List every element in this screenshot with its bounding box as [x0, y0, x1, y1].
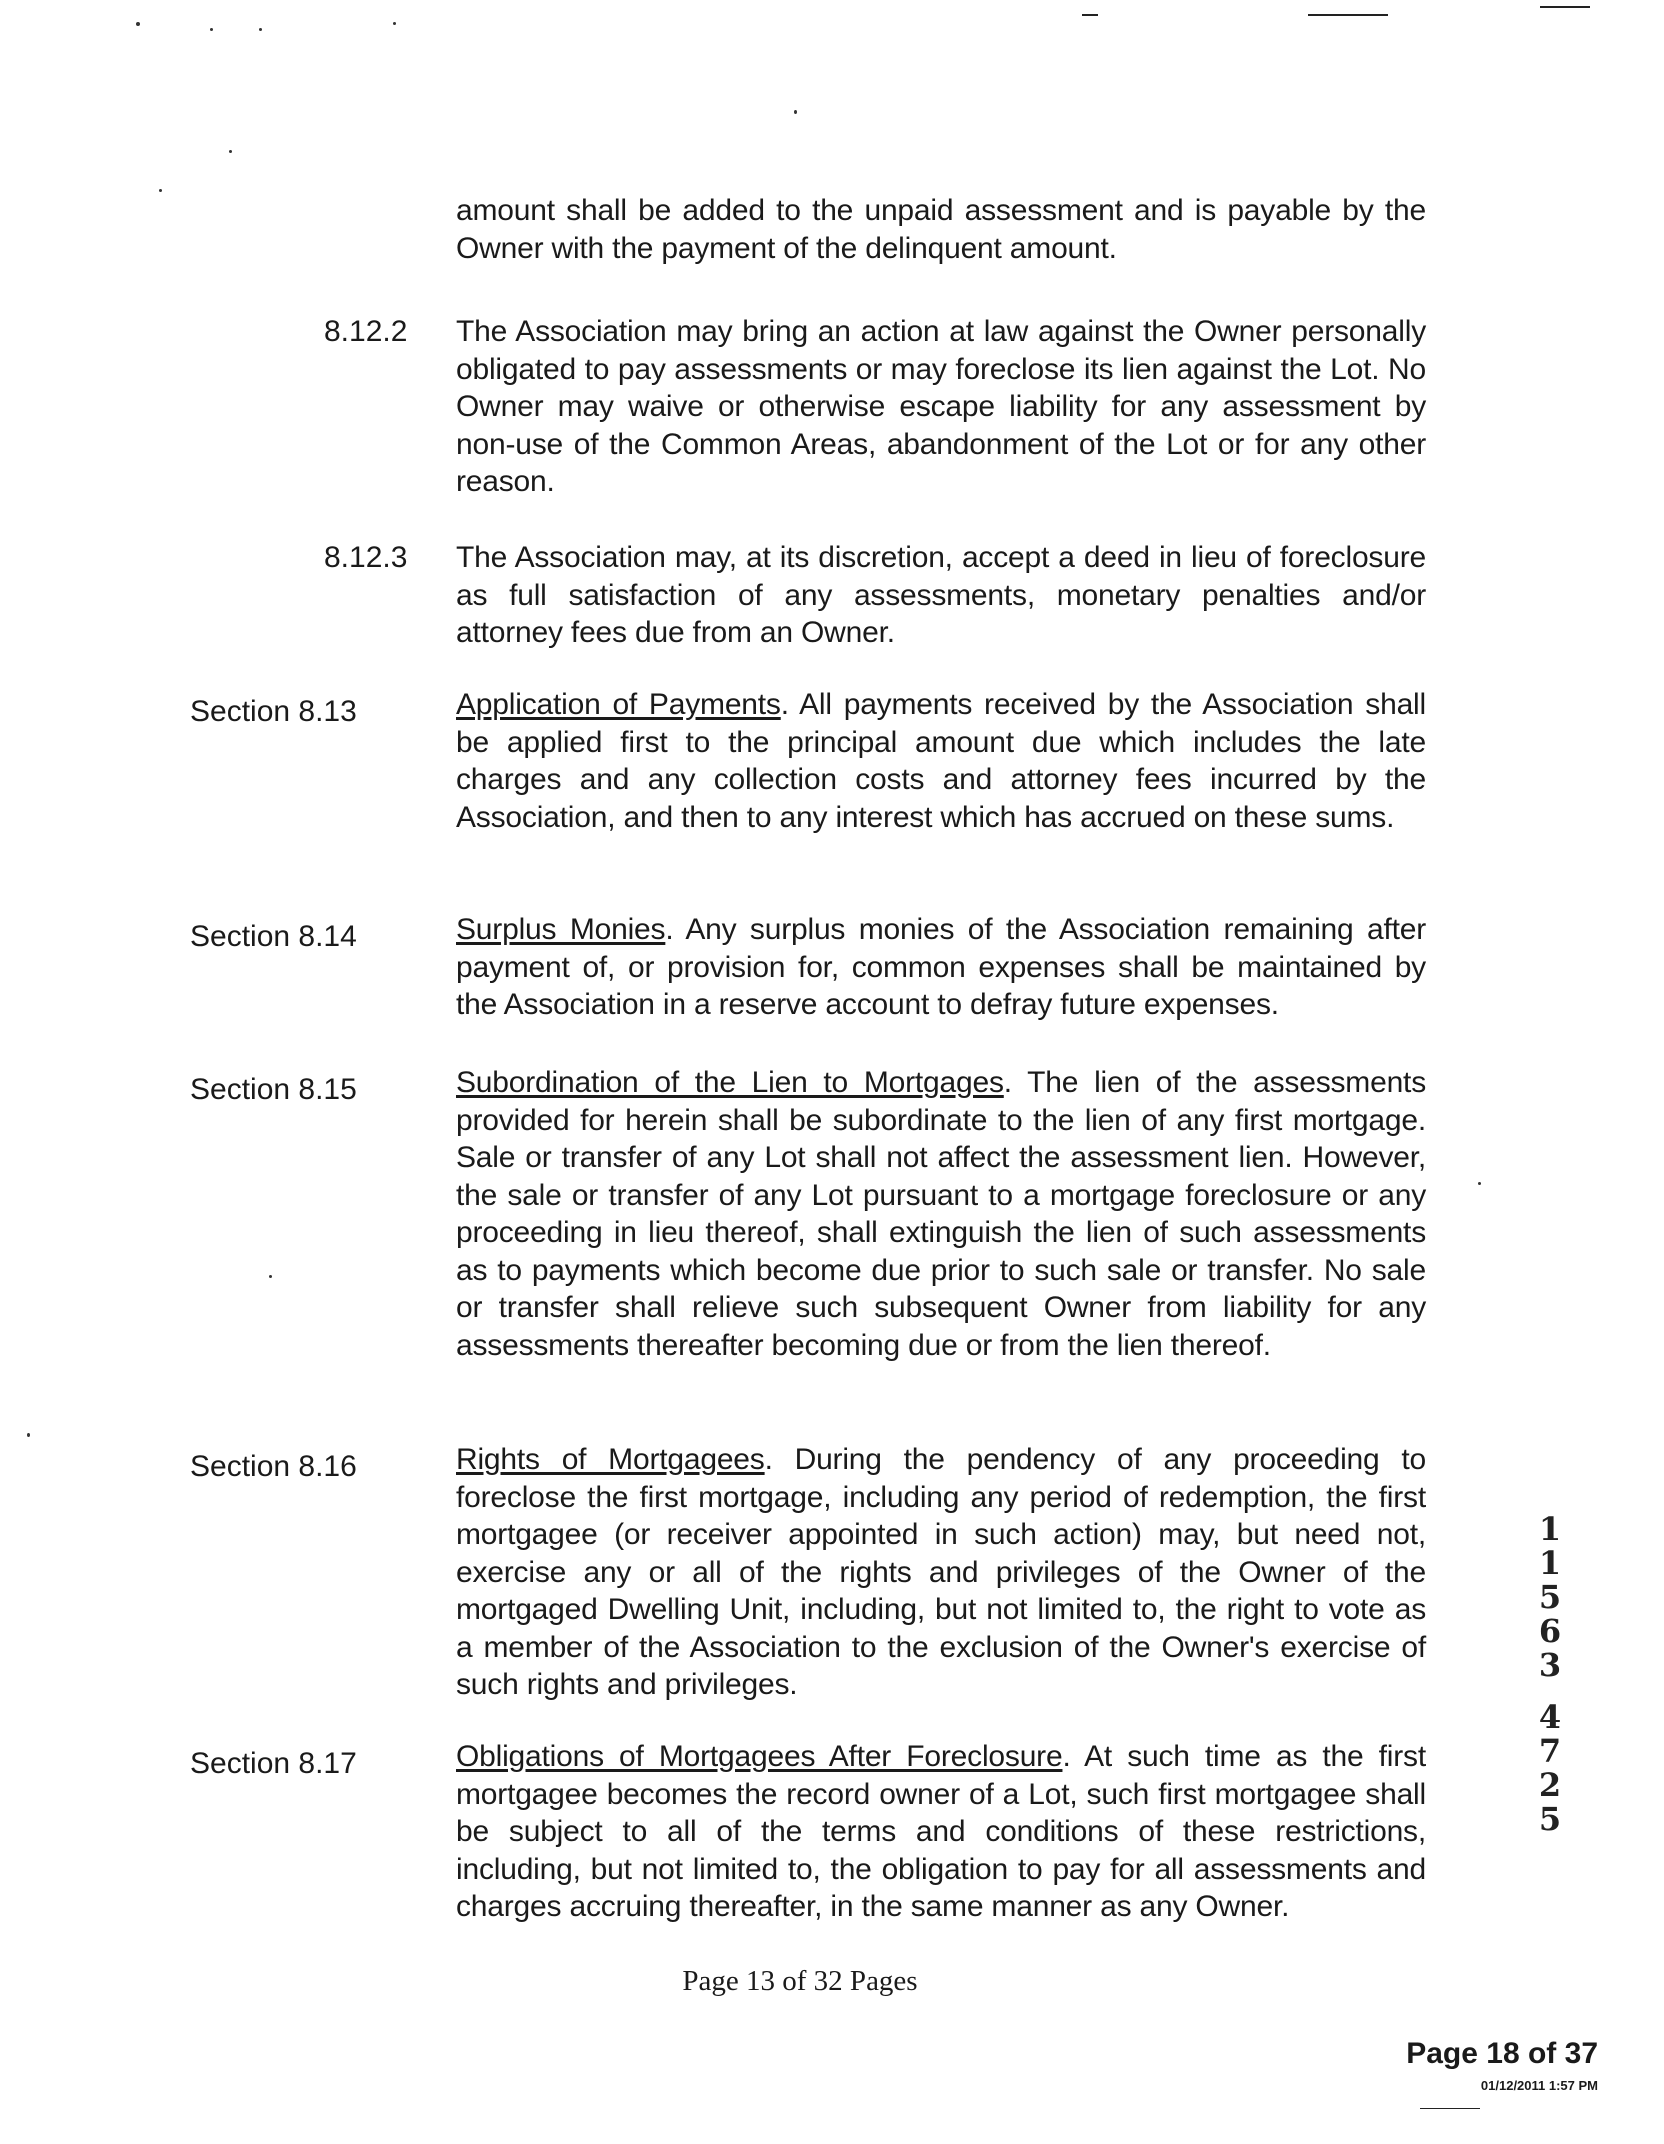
scan-speck — [393, 22, 396, 25]
instrument-digit: 4 — [1538, 1698, 1562, 1736]
subsection-number: 8.12.3 — [324, 541, 408, 574]
scan-rule — [1420, 2108, 1480, 2109]
scan-speck — [229, 150, 232, 153]
scan-speck — [136, 22, 140, 26]
section-body — [456, 1064, 1426, 1364]
page-footer: Page 13 of 32 Pages — [682, 1965, 918, 1997]
scan-speck — [269, 1275, 272, 1278]
section-heading: Surplus Monies — [456, 913, 666, 946]
instrument-digit: 1 — [1538, 1510, 1562, 1548]
recorder-datetime-stamp: 01/12/2011 1:57 PM — [1480, 2078, 1598, 2093]
section-text: . During the pendency of any proceeding to foreclose the first mortgage, including any period of redemption, the first mortgagee (or receiver appointed in such action) may, but need not, exercise any or all of the rights and privileges of the Owner of the mortgaged Dwelling Unit, including, but not limited to, the right to vote as a member of the Association to the exclusion of the Owner's exercise of such rights and privileges. — [456, 1443, 1426, 1701]
section-heading: Rights of Mortgagees — [456, 1443, 765, 1476]
instrument-number-lower — [1530, 1700, 1570, 1836]
recorder-page-stamp: Page 18 of 37 — [1406, 2037, 1598, 2070]
section-body — [456, 686, 1426, 836]
section-text: . At such time as the first mortgagee becomes the record owner of a Lot, such first mortgagee shall be subject to all of the terms and conditions of these restrictions, including, but not limited to, the obligation to pay for all assessments and charges accruing thereafter, in the same manner as any Owner. — [456, 1740, 1426, 1923]
instrument-digit: 5 — [1538, 1578, 1562, 1616]
instrument-digit: 7 — [1538, 1732, 1562, 1770]
section-heading: Subordination of the Lien to Mortgages — [456, 1066, 1004, 1099]
section-text: . The lien of the assessments provided for herein shall be subordinate to the lien of any first mortgage. Sale or transfer of any Lot shall not affect the assessment lien. However, the sale or transfer of any Lot pursuant to a mortgage foreclosure or any proceeding in lieu thereof, shall extinguish the lien of such assessments as to payments which become due prior to such sale or transfer. No sale or transfer shall relieve such subsequent Owner from liability for any assessments thereafter becoming due or from the lien thereof. — [456, 1066, 1426, 1362]
scan-speck — [1478, 1182, 1481, 1185]
section-text: . Any surplus monies of the Association remaining after payment of, or provision for, common expenses shall be maintained by the Association in a reserve account to defray future expenses. — [456, 913, 1427, 1021]
section-body — [456, 1441, 1426, 1704]
scan-speck — [210, 28, 213, 31]
instrument-digit: 3 — [1538, 1646, 1562, 1684]
continuation-paragraph: amount shall be added to the unpaid assessment and is payable by the Owner with the payment of the delinquent amount. — [456, 194, 1426, 265]
subsection-text: The Association may bring an action at law against the Owner personally obligated to pay assessments or may foreclose its lien against the Lot. No Owner may waive or otherwise escape liability for any assessment by non-use of the Common Areas, abandonment of the Lot or for any other reason. — [456, 315, 1426, 498]
section-body — [456, 911, 1426, 1024]
scan-speck — [794, 110, 797, 114]
section-label: Section 8.15 — [190, 1073, 357, 1106]
scan-speck — [27, 1433, 30, 1437]
section-label: Section 8.16 — [190, 1450, 357, 1483]
section-label: Section 8.14 — [190, 920, 357, 953]
scan-speck — [259, 28, 262, 31]
section-body — [456, 1738, 1426, 1926]
scan-rule — [1082, 14, 1098, 16]
section-heading: Application of Payments — [456, 688, 781, 721]
instrument-digit: 1 — [1538, 1544, 1562, 1582]
section-label: Section 8.17 — [190, 1747, 357, 1780]
scan-rule — [1308, 14, 1388, 16]
instrument-number-upper — [1530, 1512, 1570, 1682]
instrument-digit: 2 — [1538, 1766, 1562, 1804]
instrument-digit: 5 — [1538, 1800, 1562, 1838]
subsection-number: 8.12.2 — [324, 315, 408, 348]
section-heading: Obligations of Mortgagees After Foreclosure — [456, 1740, 1063, 1773]
scan-rule — [1540, 6, 1590, 8]
section-text: . All payments received by the Association shall be applied first to the principal amount due which includes the late charges and any collection costs and attorney fees incurred by the Association, and then to any interest which has accrued on these sums. — [456, 688, 1426, 834]
scan-speck — [159, 189, 162, 192]
instrument-digit: 6 — [1538, 1612, 1562, 1650]
subsection-text: The Association may, at its discretion, accept a deed in lieu of foreclosure as full satisfaction of any assessments, monetary penalties and/or attorney fees due from an Owner. — [456, 541, 1426, 649]
section-label: Section 8.13 — [190, 695, 357, 728]
